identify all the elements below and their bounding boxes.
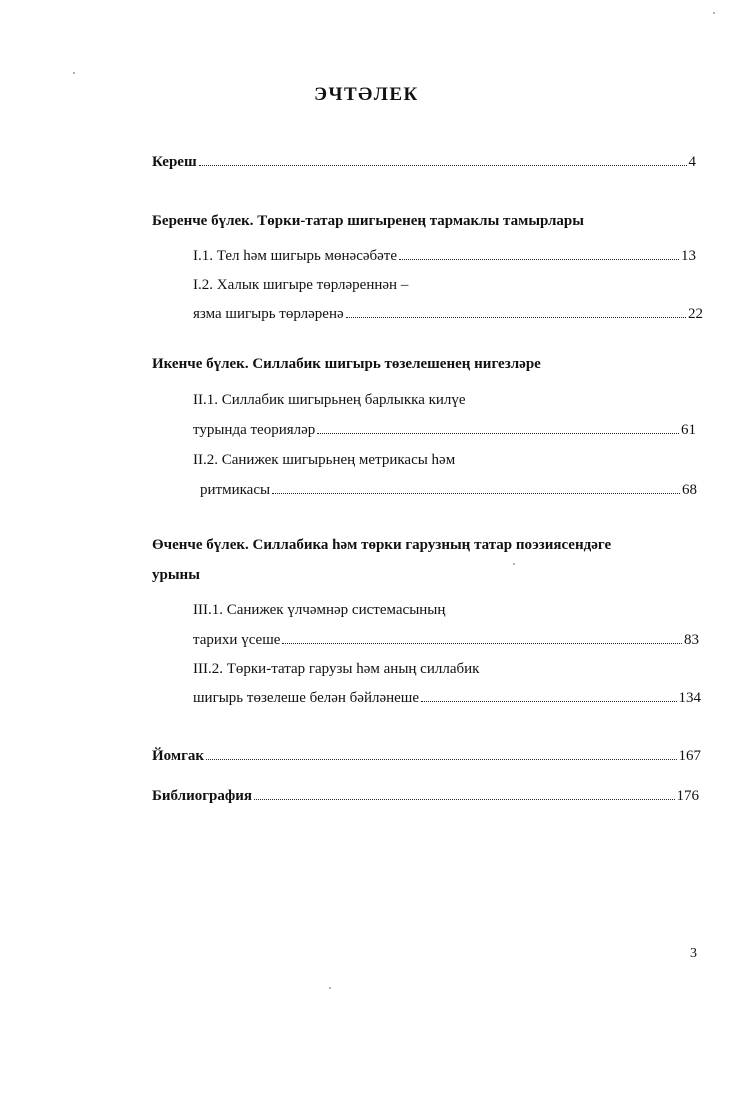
chapter-2-heading[interactable]: Икенче бүлек. Силлабик шигырь төзелешенең нигезләре: [152, 356, 541, 372]
toc-entry-bibliography[interactable]: [152, 786, 699, 806]
chapter-3-heading-line1[interactable]: Өченче бүлек. Силлабика һәм төрки гарузның татар поэзиясендәге: [152, 537, 612, 553]
toc-entry-1-1[interactable]: [193, 246, 696, 266]
dot-leader: [282, 631, 682, 644]
dot-leader: [346, 305, 686, 318]
toc-entry-2-2-line1[interactable]: II.2. Санижек шигырьнең метрикасы һәм: [193, 452, 456, 468]
chapter-3-heading-line2[interactable]: урыны: [152, 567, 200, 583]
toc-entry-2-2[interactable]: [200, 480, 697, 500]
toc-entry-label: тарихи үсеше: [193, 632, 281, 648]
scan-speck: [73, 72, 75, 74]
toc-entry-label: ритмикасы: [200, 482, 271, 498]
dot-leader: [272, 481, 680, 494]
toc-entry-page: 13: [681, 248, 696, 264]
scan-speck: [329, 987, 331, 989]
toc-title: ЭЧТӘЛЕК: [314, 84, 419, 105]
toc-entry-page: 167: [678, 748, 701, 764]
toc-entry-label: Библиография: [152, 788, 253, 804]
toc-entry-3-2-line1[interactable]: III.2. Төрки-татар гарузы һәм аның силлабик: [193, 661, 480, 677]
toc-entry-3-2[interactable]: [193, 688, 701, 708]
toc-entry-page: 68: [682, 482, 697, 498]
toc-entry-3-1-line1[interactable]: III.1. Санижек үлчәмнәр системасының: [193, 602, 446, 618]
toc-entry-1-2-line1[interactable]: I.2. Халык шигыре төрләреннән –: [193, 277, 409, 293]
toc-entry-3-1[interactable]: [193, 630, 699, 650]
scan-speck: [713, 12, 715, 14]
toc-entry-label: турында теорияләр: [193, 422, 316, 438]
toc-entry-label: I.1. Тел һәм шигырь мөнәсәбәте: [193, 248, 398, 264]
dot-leader: [317, 421, 679, 434]
toc-entry-page: 176: [676, 788, 699, 804]
toc-entry-label: Кереш: [152, 154, 197, 170]
toc-entry-page: 83: [684, 632, 699, 648]
toc-entry-intro[interactable]: [152, 152, 696, 172]
dot-leader: [421, 689, 676, 702]
toc-entry-label: язма шигырь төрләренә: [193, 306, 344, 322]
toc-entry-label: шигырь төзелеше белән бәйләнеше: [193, 690, 420, 706]
toc-entry-2-1-line1[interactable]: II.1. Силлабик шигырьнең барлыкка килүе: [193, 392, 466, 408]
toc-entry-page: 4: [688, 154, 696, 170]
scan-speck: [513, 563, 515, 565]
dot-leader: [399, 247, 679, 260]
toc-entry-label: Йомгак: [152, 748, 205, 764]
dot-leader: [199, 153, 687, 166]
toc-entry-1-2[interactable]: [193, 304, 703, 324]
chapter-1-heading[interactable]: Беренче бүлек. Төрки-татар шигыренең тармаклы тамырлары: [152, 213, 584, 229]
toc-entry-page: 22: [688, 306, 703, 322]
page-number: 3: [690, 946, 697, 961]
dot-leader: [206, 747, 676, 760]
toc-entry-page: 61: [681, 422, 696, 438]
toc-entry-page: 134: [678, 690, 701, 706]
toc-entry-conclusion[interactable]: [152, 746, 701, 766]
dot-leader: [254, 787, 674, 800]
toc-entry-2-1[interactable]: [193, 420, 696, 440]
